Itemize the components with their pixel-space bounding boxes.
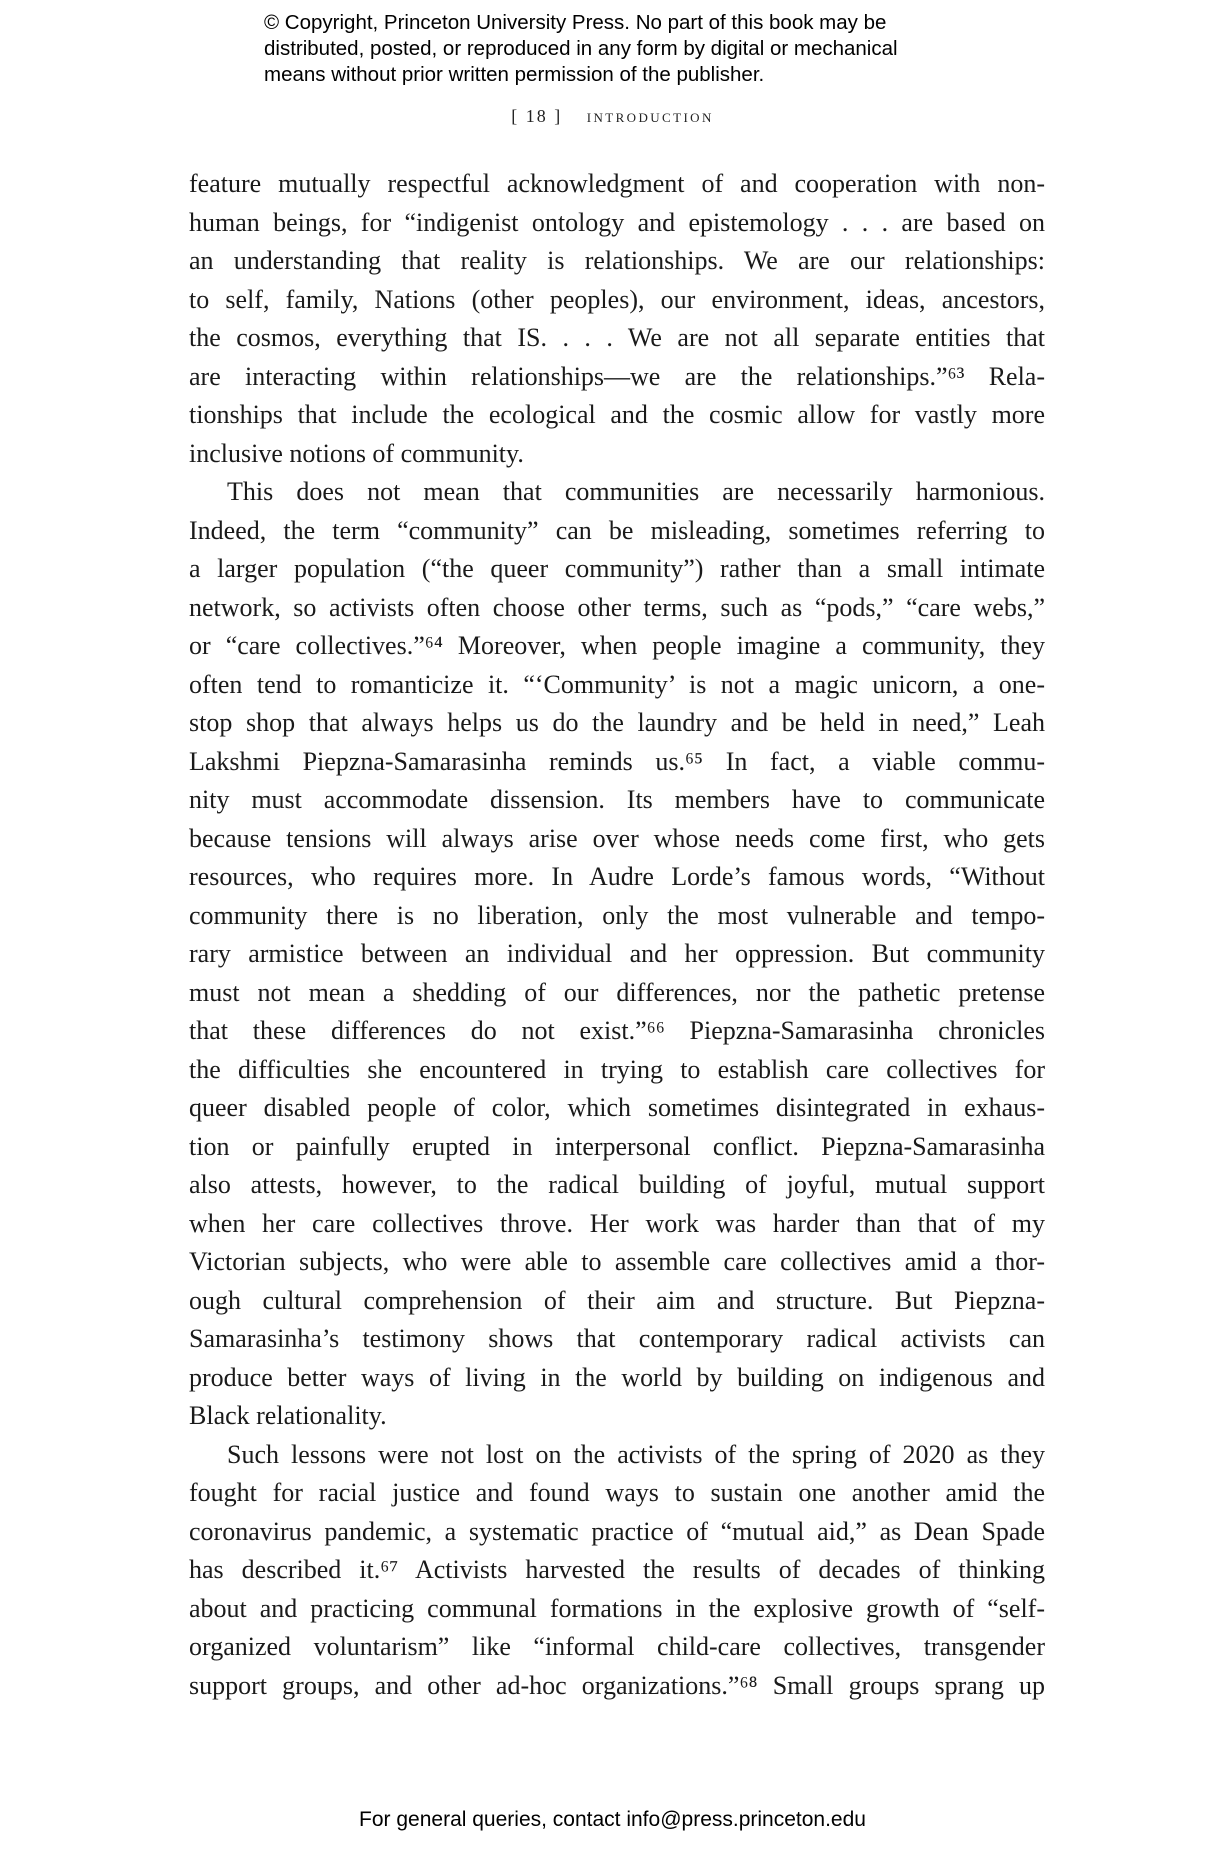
text-line: organized voluntarism” like “informal child-care collectives, transgender (189, 1632, 1045, 1661)
section-title: introduction (586, 106, 714, 126)
text-line: stop shop that always helps us do the laundry and be held in need,” Leah (189, 708, 1045, 737)
text-line: the difficulties she encountered in trying to establish care collectives for (189, 1054, 1045, 1084)
text-line: because tensions will always arise over whose needs come first, who gets (189, 823, 1045, 853)
text-line: This does not mean that communities are necessarily harmonious. (227, 477, 1045, 506)
text-line: tion or painfully erupted in interpersonal conflict. Piepzna-Samarasinha (189, 1131, 1045, 1161)
text-line: the cosmos, everything that IS. . . . We are not all separate entities that (189, 323, 1045, 352)
text-line: produce better ways of living in the world by building on indigenous and (189, 1362, 1045, 1392)
text-line: network, so activists often choose other terms, such as “pods,” “care webs,” (189, 592, 1045, 622)
text-line: human beings, for “indigenist ontology and epistemology . . . are based on (189, 207, 1045, 237)
body-text (189, 165, 1045, 1705)
text-line: also attests, however, to the radical building of joyful, mutual support (189, 1170, 1045, 1199)
running-head (0, 106, 1225, 127)
text-line: that these differences do not exist.”⁶⁶ Piepzna-Samarasinha chronicles (189, 1016, 1045, 1045)
text-line: Samarasinha’s testimony shows that contemporary radical activists can (189, 1324, 1045, 1353)
copyright-notice (264, 10, 984, 88)
text-line: or “care collectives.”⁶⁴ Moreover, when people imagine a community, they (189, 631, 1045, 660)
text-line: often tend to romanticize it. “‘Community’ is not a magic unicorn, a one- (189, 669, 1045, 699)
text-line: nity must accommodate dissension. Its members have to communicate (189, 785, 1045, 814)
text-line: rary armistice between an individual and her oppression. But community (189, 939, 1045, 968)
text-line: a larger population (“the queer community”) rather than a small intimate (189, 554, 1045, 583)
text-line: are interacting within relationships—we are the relationships.”⁶³ Rela- (189, 361, 1045, 391)
text-line: Victorian subjects, who were able to assemble care collectives amid a thor- (189, 1247, 1045, 1276)
text-line: has described it.⁶⁷ Activists harvested the results of decades of thinking (189, 1555, 1045, 1584)
text-line: ough cultural comprehension of their aim and structure. But Piepzna- (189, 1285, 1045, 1315)
text-line: coronavirus pandemic, a systematic practice of “mutual aid,” as Dean Spade (189, 1516, 1045, 1546)
text-line: when her care collectives throve. Her work was harder than that of my (189, 1208, 1045, 1238)
text-line: to self, family, Nations (other peoples), our environment, ideas, ancestors, (189, 284, 1045, 314)
text-line: resources, who requires more. In Audre Lorde’s famous words, “Without (189, 862, 1045, 891)
footer-contact: For general queries, contact info@press.princeton.edu (359, 1808, 866, 1831)
copyright-line: distributed, posted, or reproduced in any form by digital or mechanical (264, 37, 898, 60)
copyright-line: © Copyright, Princeton University Press. No part of this book may be (264, 11, 887, 34)
text-line: Lakshmi Piepzna-Samarasinha reminds us.⁶⁵ In fact, a viable commu- (189, 746, 1045, 776)
text-line: an understanding that reality is relationships. We are our relationships: (189, 246, 1045, 275)
text-line: tionships that include the ecological and the cosmic allow for vastly more (189, 400, 1045, 429)
text-line: must not mean a shedding of our differences, nor the pathetic pretense (189, 977, 1045, 1007)
text-line: Such lessons were not lost on the activists of the spring of 2020 as they (227, 1439, 1045, 1469)
text-line: Indeed, the term “community” can be misleading, sometimes referring to (189, 515, 1045, 545)
text-line: feature mutually respectful acknowledgment of and cooperation with non- (189, 169, 1045, 198)
text-line: about and practicing communal formations in the explosive growth of “self- (189, 1593, 1045, 1623)
text-line: fought for racial justice and found ways to sustain one another amid the (189, 1478, 1045, 1507)
text-line: Black relationality. (189, 1401, 387, 1430)
text-line: support groups, and other ad-hoc organizations.”⁶⁸ Small groups sprang up (189, 1670, 1045, 1700)
text-line: community there is no liberation, only the most vulnerable and tempo- (189, 900, 1045, 930)
text-line: queer disabled people of color, which sometimes disintegrated in exhaus- (189, 1093, 1045, 1122)
page-number: [ 18 ] (511, 106, 563, 126)
copyright-line: means without prior written permission of the publisher. (264, 63, 765, 86)
text-line: inclusive notions of community. (189, 438, 524, 468)
